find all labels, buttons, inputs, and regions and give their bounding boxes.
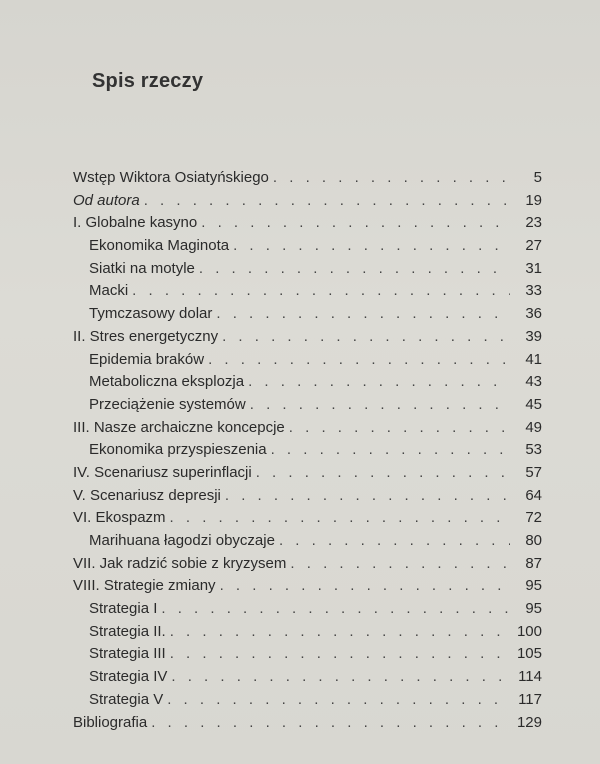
toc-entry — [0, 712, 600, 735]
toc-entry — [0, 689, 600, 712]
toc-entry — [0, 575, 600, 598]
toc-entry — [0, 485, 600, 508]
toc-entry-page-number: 41 — [525, 350, 542, 368]
toc-entry — [0, 394, 600, 417]
toc-entry-label: VI. Ekospazm — [73, 509, 166, 527]
toc-entry-label: V. Scenariusz depresji — [73, 486, 221, 504]
toc-entry — [0, 258, 600, 281]
toc-entry-label: Ekonomika przyspieszenia — [89, 441, 267, 459]
toc-entry-page-number: 114 — [518, 668, 542, 686]
dot-leader — [144, 190, 510, 213]
toc-entry — [0, 530, 600, 553]
dot-leader — [222, 326, 510, 349]
toc-entry-label: I. Globalne kasyno — [73, 214, 198, 232]
toc-entry-page-number: 80 — [525, 532, 542, 549]
dot-leader — [208, 349, 510, 372]
toc-entry-page-number: 43 — [525, 373, 542, 391]
toc-entry — [0, 280, 600, 303]
toc-entry-page-number: 100 — [516, 622, 542, 640]
toc-entry — [0, 462, 600, 485]
dot-leader — [151, 712, 510, 735]
toc-entry-page-number: 39 — [525, 327, 542, 345]
page-title: Spis rzeczy — [92, 70, 204, 92]
toc-entry-label: Ekonomika Maginota — [89, 237, 230, 255]
toc-entry — [0, 643, 600, 666]
toc-entry — [0, 507, 600, 530]
toc-entry-page-number: 64 — [525, 486, 542, 504]
toc-entry-label: Tymczasowy dolar — [89, 305, 213, 323]
toc-entry — [0, 666, 600, 689]
toc-entry-label: Wstęp Wiktora Osiatyńskiego — [73, 169, 269, 186]
dot-leader — [171, 666, 510, 689]
toc-entry-page-number: 87 — [525, 554, 542, 572]
toc-entry-page-number: 31 — [525, 259, 542, 277]
toc-entry-page-number: 95 — [525, 577, 542, 595]
toc-entry — [0, 303, 600, 326]
dot-leader — [170, 507, 510, 530]
dot-leader — [290, 553, 510, 576]
toc-entry-page-number: 72 — [525, 509, 542, 527]
toc-entry-label: Strategia II. — [89, 622, 166, 640]
dot-leader — [201, 212, 510, 235]
toc-entry-page-number: 105 — [516, 645, 542, 663]
toc-entry-page-number: 57 — [525, 463, 542, 481]
toc-entry-label: Strategia V — [89, 690, 164, 708]
toc-entry-page-number: 5 — [533, 169, 542, 186]
toc-entry-page-number: 53 — [525, 441, 542, 459]
dot-leader — [220, 575, 510, 598]
dot-leader — [273, 167, 510, 190]
toc-entry — [0, 190, 600, 213]
toc-entry-label: Bibliografia — [73, 713, 148, 731]
toc-entry — [0, 235, 600, 258]
dot-leader — [256, 462, 510, 485]
toc-entry-label: Od autora — [73, 191, 140, 209]
toc-entry-page-number: 117 — [518, 690, 542, 708]
toc-entry — [0, 212, 600, 235]
toc-entry-label: VIII. Strategie zmiany — [73, 577, 216, 595]
dot-leader — [161, 598, 510, 621]
toc-entry-label: Macki — [89, 282, 129, 300]
dot-leader — [279, 530, 510, 553]
toc-entry-label: II. Stres energetyczny — [73, 327, 219, 345]
toc-entry-page-number: 49 — [525, 418, 542, 436]
dot-leader — [167, 689, 510, 712]
toc-entry-page-number: 36 — [525, 305, 542, 323]
toc-entry-page-number: 27 — [525, 237, 542, 255]
toc-entry-page-number: 95 — [525, 600, 542, 618]
toc-entry — [0, 371, 600, 394]
toc-entry-label: Przeciążenie systemów — [89, 395, 246, 413]
toc-entry — [0, 167, 600, 190]
toc-entry-label: IV. Scenariusz superinflacji — [73, 463, 252, 481]
toc-entry — [0, 417, 600, 440]
toc-entry-page-number: 45 — [525, 395, 542, 413]
dot-leader — [170, 621, 510, 644]
toc-entry-label: Strategia IV — [89, 668, 168, 686]
toc-entry — [0, 439, 600, 462]
toc-entry-label: Marihuana łagodzi obyczaje — [89, 532, 275, 549]
toc-entry-label: Metaboliczna eksplozja — [89, 373, 245, 391]
toc-entry — [0, 349, 600, 372]
toc-entry — [0, 598, 600, 621]
dot-leader — [248, 371, 510, 394]
dot-leader — [170, 643, 510, 666]
dot-leader — [216, 303, 510, 326]
toc-entry-label: Siatki na motyle — [89, 259, 195, 277]
table-of-contents — [0, 167, 600, 734]
dot-leader — [199, 258, 510, 281]
toc-entry-page-number: 19 — [525, 191, 542, 209]
dot-leader — [225, 485, 510, 508]
dot-leader — [289, 417, 510, 440]
toc-entry-label: Epidemia braków — [89, 350, 205, 368]
toc-entry-label: Strategia I — [89, 600, 158, 618]
toc-entry-label: III. Nasze archaiczne koncepcje — [73, 418, 285, 436]
dot-leader — [271, 439, 510, 462]
toc-entry-label: Strategia III — [89, 645, 166, 663]
toc-entry-page-number: 129 — [516, 713, 542, 731]
toc-entry — [0, 621, 600, 644]
dot-leader — [233, 235, 510, 258]
dot-leader — [132, 280, 510, 303]
toc-entry-page-number: 33 — [525, 282, 542, 300]
toc-entry — [0, 553, 600, 576]
dot-leader — [250, 394, 510, 417]
toc-entry-label: VII. Jak radzić sobie z kryzysem — [73, 554, 287, 572]
toc-entry — [0, 326, 600, 349]
toc-entry-page-number: 23 — [525, 214, 542, 232]
